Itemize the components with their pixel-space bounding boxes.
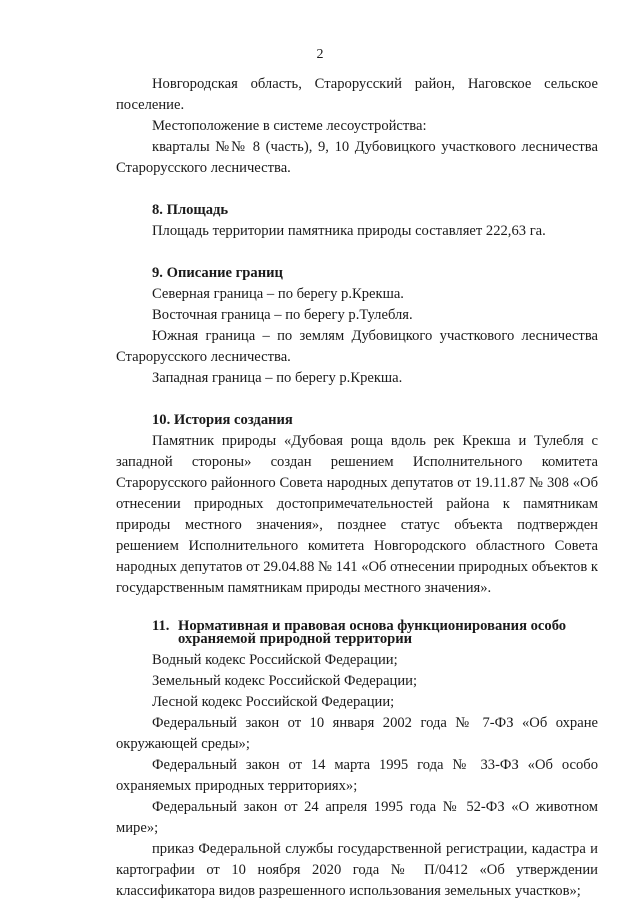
section-8-heading: 8. Площадь [152, 202, 229, 218]
south-border: Южная граница – по землям Дубовицкого участкового лесничества Старорусского лесничества. [116, 328, 598, 365]
section-11-heading-line1: Нормативная и правовая основа функционирования особо [178, 618, 567, 634]
law-item: Федеральный закон от 24 апреля 1995 года № 52-ФЗ «О животном мире»; [116, 799, 598, 836]
east-border: Восточная граница – по берегу р.Тулебля. [152, 307, 413, 323]
law-item: приказ Федеральной службы государственной регистрации, кадастра и картографии от 10 ноября 2020 года № П/0412 «Об утверждении классификатора видов разрешенного использования земельных участков»; [116, 841, 598, 899]
section-11-heading [116, 620, 598, 646]
history-text: Памятник природы «Дубовая роща вдоль рек Крекша и Тулебля с западной стороны» создан решением Исполнительного комитета Старорусского районного Совета народных депутатов от 19.11.87 № 308 «Об отнесении природных достопримечательностей района к памятникам природы местного значения», позднее статус объекта подтвержден решением Исполнительного комитета Новгородского областного Совета народных депутатов от 29.04.88 № 141 «Об отнесении природных объектов к государственным памятникам природы местного значения». [116, 433, 598, 596]
section-9-heading: 9. Описание границ [152, 265, 283, 281]
west-border: Западная граница – по берегу р.Крекша. [152, 370, 403, 386]
location-region: Новгородская область, Старорусский район, Наговское сельское поселение. [116, 76, 598, 113]
law-item: Федеральный закон от 10 января 2002 года № 7-ФЗ «Об охране окружающей среды»; [116, 715, 598, 752]
forest-location-value: кварталы №№ 8 (часть), 9, 10 Дубовицкого участкового лесничества Старорусского лесничества. [116, 139, 598, 176]
section-11-number: 11. [152, 618, 170, 634]
law-item: Федеральный закон от 14 марта 1995 года № 33-ФЗ «Об особо охраняемых природных территориях»; [116, 757, 598, 794]
area-text: Площадь территории памятника природы составляет 222,63 га. [152, 223, 546, 239]
section-11-heading-line2: охраняемой природной территории [178, 631, 413, 647]
north-border: Северная граница – по берегу р.Крекша. [152, 286, 404, 302]
forest-location-label: Местоположение в системе лесоустройства: [152, 118, 427, 134]
law-item: Лесной кодекс Российской Федерации; [152, 694, 395, 710]
page-number: 2 [316, 47, 324, 62]
section-10-heading: 10. История создания [152, 412, 293, 428]
law-item: Водный кодекс Российской Федерации; [152, 652, 398, 668]
law-item: Земельный кодекс Российской Федерации; [152, 673, 418, 689]
document-body [116, 74, 598, 902]
